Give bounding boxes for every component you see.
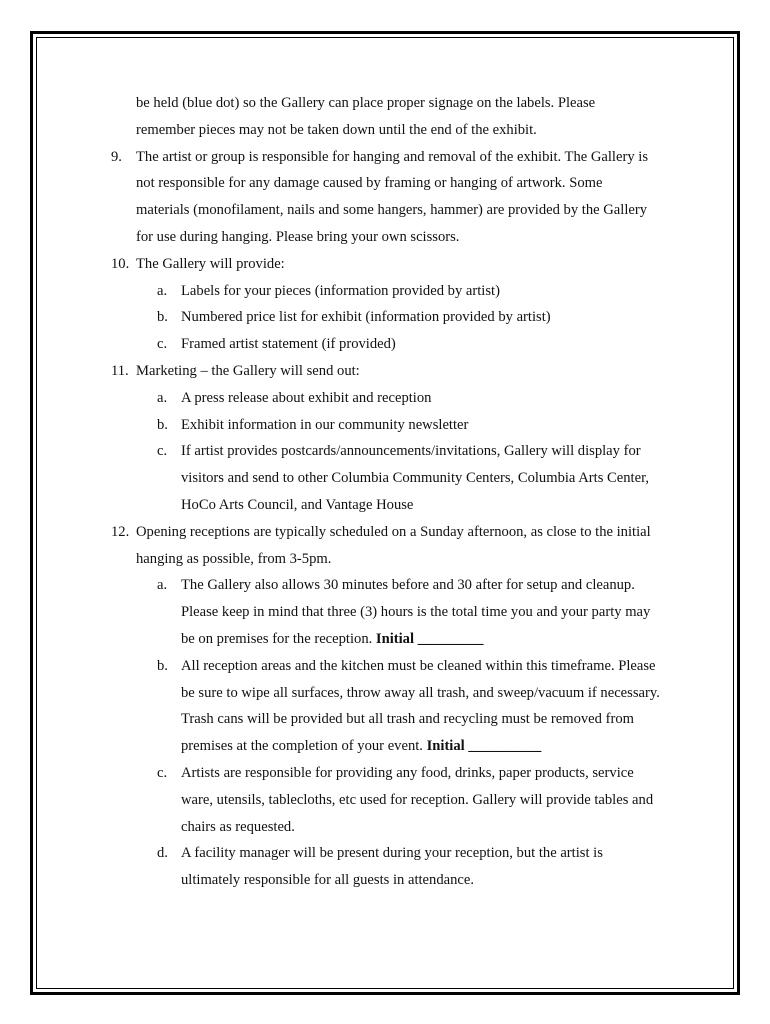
text-line: Labels for your pieces (information provided by artist) xyxy=(181,282,500,299)
sub-item-letter: b. xyxy=(157,309,168,326)
sub-item xyxy=(0,412,770,439)
sub-item-letter: a. xyxy=(157,389,168,406)
text-line: materials (monofilament, nails and some hangers, hammer) are provided by the Gallery xyxy=(136,202,648,219)
text-line: Marketing – the Gallery will send out: xyxy=(136,362,360,379)
sub-item xyxy=(0,304,770,331)
text-line: Please keep in mind that three (3) hours is the total time you and your party may xyxy=(181,604,651,621)
text-line: A facility manager will be present during your reception, but the artist is xyxy=(181,845,603,862)
sub-item xyxy=(0,572,770,599)
text-line xyxy=(0,626,770,653)
text-line: remember pieces may not be taken down until the end of the exhibit. xyxy=(136,121,537,138)
item-number: 10. xyxy=(111,255,130,272)
text-line: A press release about exhibit and reception xyxy=(181,389,432,406)
text-span: premises at the completion of your event. xyxy=(181,738,427,755)
sub-item-letter: a. xyxy=(157,282,168,299)
text-line: The Gallery will provide: xyxy=(136,255,285,272)
text-line: not responsible for any damage caused by framing or hanging of artwork. Some xyxy=(136,175,603,192)
sub-item xyxy=(0,760,770,787)
list-item-12 xyxy=(0,519,770,546)
sub-item xyxy=(0,438,770,465)
text-line: All reception areas and the kitchen must be cleaned within this timeframe. Please xyxy=(181,657,656,674)
text-line: hanging as possible, from 3-5pm. xyxy=(136,550,332,567)
item-number: 9. xyxy=(111,148,122,165)
text-line: Exhibit information in our community newsletter xyxy=(181,416,469,433)
initial-blank: _________ xyxy=(414,630,484,647)
sub-item xyxy=(0,331,770,358)
text-line xyxy=(0,733,770,760)
text-line: The artist or group is responsible for hanging and removal of the exhibit. The Gallery is xyxy=(136,148,649,165)
sub-item-letter: b. xyxy=(157,657,168,674)
sub-item xyxy=(0,840,770,867)
list-item-10 xyxy=(0,251,770,278)
text-line: be sure to wipe all surfaces, throw away all trash, and sweep/vacuum if necessary. xyxy=(181,684,660,701)
sub-item xyxy=(0,653,770,680)
sub-item-letter: c. xyxy=(157,336,168,353)
sub-item xyxy=(0,278,770,305)
text-line: visitors and send to other Columbia Community Centers, Columbia Arts Center, xyxy=(181,470,649,487)
sub-item-letter: b. xyxy=(157,416,168,433)
text-line: Artists are responsible for providing any food, drinks, paper products, service xyxy=(181,764,634,781)
text-line: ware, utensils, tablecloths, etc used for reception. Gallery will provide tables and xyxy=(181,791,654,808)
text-line: If artist provides postcards/announcements/invitations, Gallery will display for xyxy=(181,443,641,460)
initial-label: Initial xyxy=(426,738,465,755)
text-line: ultimately responsible for all guests in attendance. xyxy=(181,872,475,889)
text-line: chairs as requested. xyxy=(181,818,295,835)
text-line: HoCo Arts Council, and Vantage House xyxy=(181,496,414,513)
text-line: Trash cans will be provided but all trash and recycling must be removed from xyxy=(181,711,634,728)
sub-item xyxy=(0,385,770,412)
list-item-11 xyxy=(0,358,770,385)
sub-item-letter: d. xyxy=(157,845,168,862)
sub-item-letter: c. xyxy=(157,764,168,781)
text-span: be on premises for the reception. xyxy=(181,630,376,647)
text-line: Numbered price list for exhibit (information provided by artist) xyxy=(181,309,551,326)
item-number: 12. xyxy=(111,523,130,540)
sub-item-letter: a. xyxy=(157,577,168,594)
text-line: for use during hanging. Please bring your own scissors. xyxy=(136,228,460,245)
sub-item-letter: c. xyxy=(157,443,168,460)
text-line: The Gallery also allows 30 minutes before and 30 after for setup and cleanup. xyxy=(181,577,635,594)
list-item-9 xyxy=(0,144,770,171)
item-number: 11. xyxy=(111,362,129,379)
text-line: Opening receptions are typically scheduled on a Sunday afternoon, as close to the initial xyxy=(136,523,651,540)
text-line: Framed artist statement (if provided) xyxy=(181,336,396,353)
initial-blank: __________ xyxy=(464,738,542,755)
text-line: be held (blue dot) so the Gallery can place proper signage on the labels. Please xyxy=(136,95,596,111)
document-body xyxy=(0,90,770,894)
initial-label: Initial xyxy=(375,630,415,647)
